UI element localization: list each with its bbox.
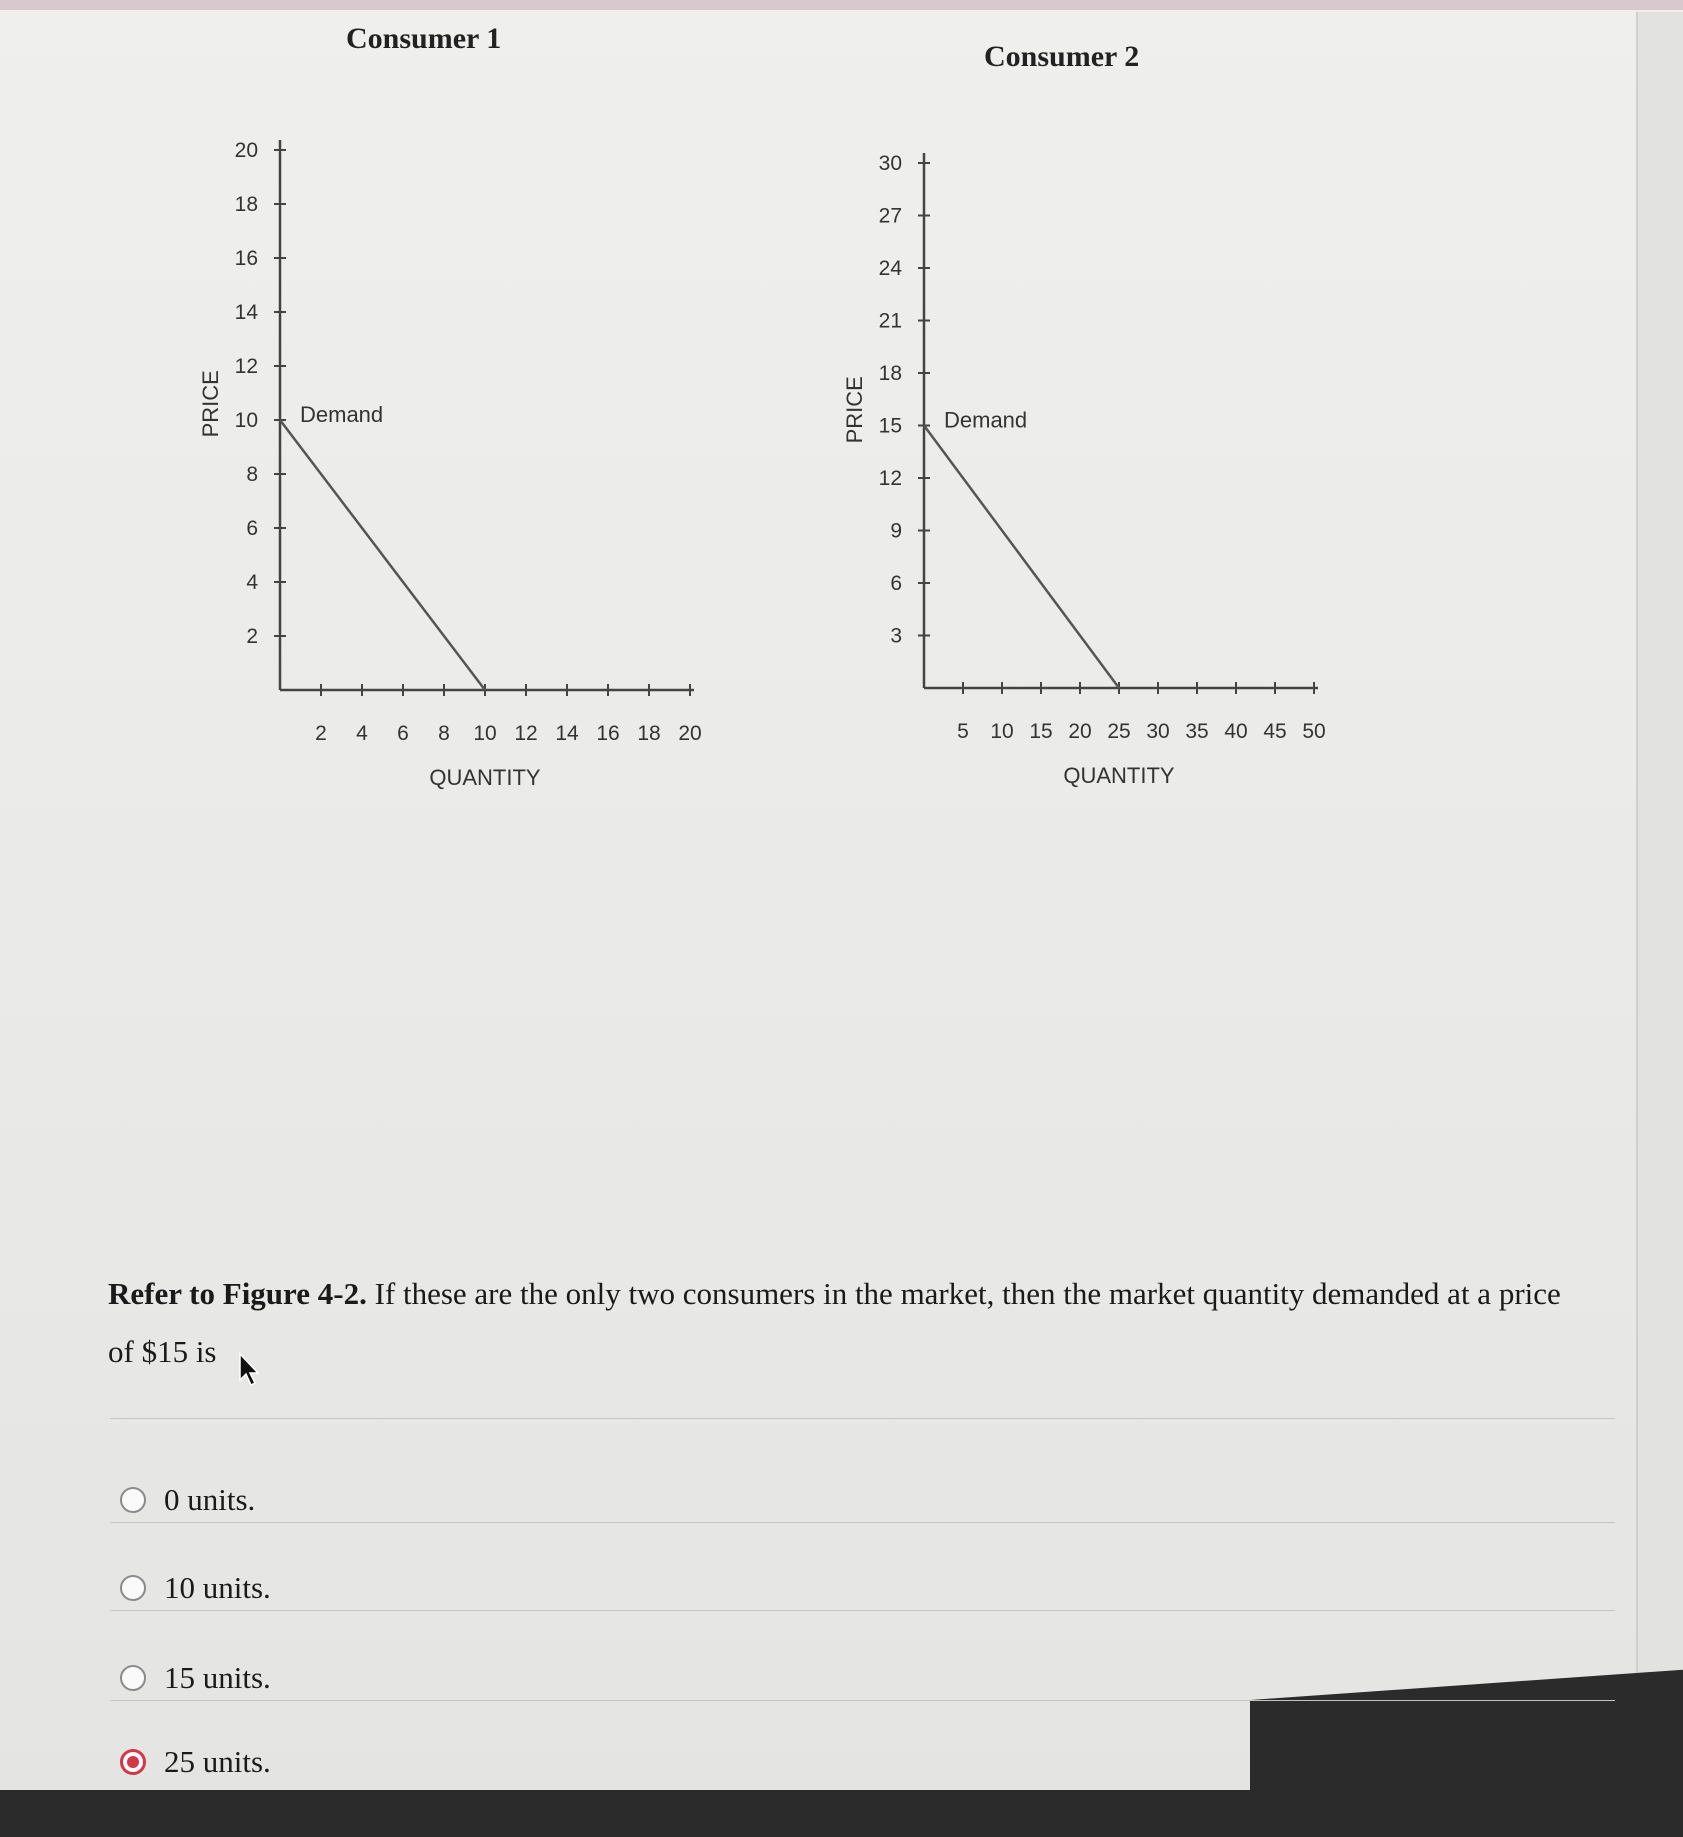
- x-tick-label: 18: [637, 722, 661, 745]
- y-tick-label: 16: [234, 247, 258, 270]
- x-tick-label: 10: [473, 722, 497, 745]
- chart-title-consumer-1: Consumer 1: [346, 22, 502, 55]
- x-tick-label: 4: [356, 722, 368, 745]
- y-tick-label: 24: [878, 257, 902, 280]
- y-tick-label: 20: [234, 139, 258, 162]
- y-tick-label: 9: [890, 519, 902, 543]
- x-tick-label: 50: [1302, 720, 1326, 743]
- x-tick-label: 2: [315, 722, 327, 745]
- mouse-cursor-icon: [238, 1352, 262, 1388]
- y-tick-label: 10: [234, 409, 258, 432]
- y-tick-label: 6: [890, 572, 902, 595]
- y-tick-label: 27: [878, 204, 902, 228]
- option-label: 10 units.: [164, 1570, 271, 1605]
- demand-curve-line: [280, 420, 485, 690]
- x-tick-label: 35: [1185, 720, 1209, 743]
- chart-title-consumer-2: Consumer 2: [984, 40, 1140, 73]
- option-label: 25 units.: [164, 1744, 271, 1779]
- y-tick-label: 2: [246, 625, 258, 648]
- y-tick-label: 18: [878, 362, 902, 385]
- question-ref: Refer to Figure 4-2.: [108, 1276, 367, 1311]
- monitor-bezel-bottom: [0, 1790, 1683, 1837]
- divider: [110, 1610, 1615, 1611]
- option-10-units[interactable]: [120, 1568, 271, 1608]
- y-tick-label: 15: [878, 414, 902, 438]
- radio-button-icon[interactable]: [120, 1575, 146, 1601]
- y-tick-label: 30: [878, 152, 902, 175]
- y-axis-label: PRICE: [198, 370, 223, 438]
- y-tick-label: 4: [246, 571, 258, 594]
- radio-button-selected-icon[interactable]: [120, 1749, 146, 1775]
- option-25-units[interactable]: [120, 1742, 271, 1782]
- y-tick-label: 6: [246, 517, 258, 540]
- option-label: 15 units.: [164, 1660, 271, 1695]
- demand-curve-label: Demand: [300, 402, 384, 427]
- chart-consumer-1: [190, 130, 750, 790]
- y-tick-label: 18: [234, 193, 258, 216]
- x-tick-label: 30: [1146, 720, 1170, 743]
- question-body: If these are the only two consumers in the market, then the market quantity demanded at a price of $15 is: [108, 1276, 1561, 1369]
- y-tick-label: 12: [234, 355, 258, 378]
- y-tick-label: 12: [878, 467, 902, 490]
- top-edge: [0, 0, 1683, 10]
- demand-curve-line: [924, 426, 1119, 689]
- option-15-units[interactable]: [120, 1658, 271, 1698]
- y-tick-label: 21: [878, 309, 902, 333]
- x-tick-label: 14: [555, 722, 579, 745]
- y-tick-label: 3: [890, 624, 902, 648]
- option-label: 0 units.: [164, 1482, 256, 1517]
- option-0-units[interactable]: [120, 1480, 255, 1520]
- y-tick-label: 14: [234, 301, 258, 324]
- x-tick-label: 25: [1107, 720, 1131, 743]
- x-axis-label: QUANTITY: [1063, 763, 1175, 788]
- x-tick-label: 20: [1068, 720, 1092, 743]
- divider: [110, 1700, 1615, 1701]
- x-tick-label: 6: [397, 722, 409, 745]
- radio-button-icon[interactable]: [120, 1487, 146, 1513]
- right-panel: [1638, 12, 1683, 1712]
- y-axis-label: PRICE: [842, 376, 867, 444]
- x-tick-label: 15: [1029, 720, 1053, 743]
- x-axis-label: QUANTITY: [429, 765, 541, 790]
- demand-curve-label: Demand: [944, 407, 1028, 433]
- divider: [110, 1418, 1615, 1419]
- x-tick-label: 12: [514, 722, 538, 745]
- x-tick-label: 20: [678, 722, 702, 745]
- x-tick-label: 5: [957, 720, 969, 743]
- x-tick-label: 8: [438, 722, 450, 745]
- x-tick-label: 45: [1263, 720, 1287, 743]
- x-tick-label: 10: [990, 720, 1014, 743]
- y-tick-label: 8: [246, 463, 258, 486]
- x-tick-label: 40: [1224, 720, 1248, 743]
- divider: [110, 1522, 1615, 1523]
- radio-button-icon[interactable]: [120, 1665, 146, 1691]
- x-tick-label: 16: [596, 722, 620, 745]
- chart-consumer-2: [840, 148, 1400, 798]
- question-text: [108, 1265, 1588, 1381]
